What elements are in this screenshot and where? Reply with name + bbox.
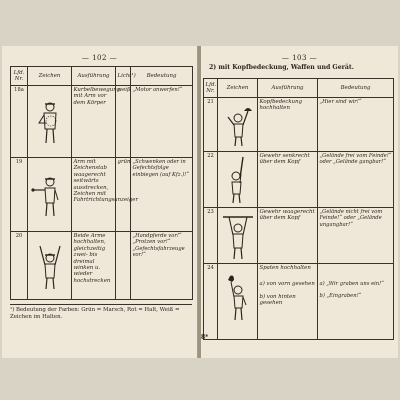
right-page	[201, 46, 398, 358]
header-bedeutung: Bedeutung	[131, 67, 193, 86]
figure-crank-motion	[28, 86, 72, 158]
figure-cap-raised	[218, 98, 258, 152]
table-row	[11, 232, 193, 300]
figure-rifle-horizontal	[218, 208, 258, 264]
row-number: 23	[204, 208, 218, 264]
book-spread	[2, 46, 398, 358]
row-number: 22	[204, 152, 218, 208]
left-page-number: — 102 —	[81, 54, 118, 62]
soldier-figure-icon	[223, 103, 253, 147]
row-ausfuehrung	[258, 264, 318, 340]
header-licht: Licht¹)	[116, 67, 131, 86]
row-bedeutung	[318, 264, 394, 340]
soldier-figure-icon	[221, 212, 255, 260]
figure-rifle-vertical	[218, 152, 258, 208]
section-subheading: 2) mit Kopfbedeckung, Waffen und Gerät.	[209, 64, 354, 71]
spade-meaning-b: b) „Eingraben!“	[319, 293, 362, 300]
soldier-figure-icon	[33, 99, 67, 145]
row-ausfuehrung: Beide Arme hochhalten, gleichzeitig zwei- bis dreimal winken u. wieder hochstrecken	[72, 232, 116, 300]
soldier-figure-icon	[223, 156, 253, 204]
soldier-figure-icon	[30, 172, 70, 218]
row-licht: weiß	[116, 86, 131, 158]
figure-arms-raised	[28, 232, 72, 300]
header-ausfuehrung: Ausführung	[258, 79, 318, 98]
row-bedeutung: „Gelände nicht frei vom Feinde!“ oder „Gelände ungangbar!“	[318, 208, 394, 264]
header-zeichen: Zeichen	[28, 67, 72, 86]
soldier-figure-icon	[33, 242, 67, 290]
row-licht	[116, 232, 131, 300]
table-row	[11, 158, 193, 232]
left-page	[2, 46, 198, 358]
row-bedeutung: „Hier sind wir!“	[318, 98, 394, 152]
spade-option-b: b) von hinten gesehen	[259, 293, 296, 307]
row-ausfuehrung: Kurbelbewegung mit Arm vor dem Körper	[72, 86, 116, 158]
row-bedeutung: „Handpferde vor!“ „Protzen vor!“ „Gefechtsfahrzeuge vor!“	[131, 232, 193, 300]
spade-meaning-a: a) „Wir graben uns ein!“	[319, 281, 384, 287]
header-ausfuehrung: Ausführung	[72, 67, 116, 86]
table-row	[11, 86, 193, 158]
row-number: 24	[204, 264, 218, 340]
soldier-figure-icon	[223, 274, 253, 330]
row-ausfuehrung: Kopfbedeckung hochhalten	[258, 98, 318, 152]
left-signal-table	[10, 66, 193, 300]
row-number: 18a	[11, 86, 28, 158]
row-number: 20	[11, 232, 28, 300]
row-ausfuehrung: Gewehr senkrecht über dem Kopf	[258, 152, 318, 208]
table-row	[204, 98, 394, 152]
header-nr: Lfd. Nr.	[11, 67, 28, 86]
row-bedeutung: „Motor anwerfen!“	[131, 86, 193, 158]
spade-main-text: Spaten hochhalten	[259, 265, 311, 271]
row-number: 19	[11, 158, 28, 232]
row-bedeutung: „Gelände frei vom Feinde!“ oder „Gelände gangbar!“	[318, 152, 394, 208]
row-number: 21	[204, 98, 218, 152]
right-signal-table	[203, 78, 394, 340]
figure-spade-raised	[218, 264, 258, 340]
figure-arm-sideways	[28, 158, 72, 232]
table-header-row	[11, 67, 193, 86]
footnote: ¹) Bedeutung der Farben: Grün = Marsch, Rot = Halt, Weiß = Zeichen im Halten.	[10, 304, 192, 321]
table-header-row	[204, 79, 394, 98]
header-zeichen: Zeichen	[218, 79, 258, 98]
header-bedeutung: Bedeutung	[318, 79, 394, 98]
printer-signature-mark: 8*	[201, 334, 209, 341]
row-bedeutung: „Schwenken oder in Gefechtsfolge einbiegen (auf Kfz.)!“	[131, 158, 193, 232]
row-ausfuehrung: Gewehr waagerecht über dem Kopf	[258, 208, 318, 264]
table-row	[204, 208, 394, 264]
header-nr: Lfd. Nr.	[204, 79, 218, 98]
row-licht: grün	[116, 158, 131, 232]
row-ausfuehrung: Arm mit Zeichenstab waagerecht seitwärts ausstrecken, Zeichen mit Fahrtrichtungsanzeiger	[72, 158, 116, 232]
spade-option-a: a) von vorn gesehen	[259, 281, 315, 288]
table-row	[204, 264, 394, 340]
table-row	[204, 152, 394, 208]
right-page-number: — 103 —	[281, 54, 318, 62]
